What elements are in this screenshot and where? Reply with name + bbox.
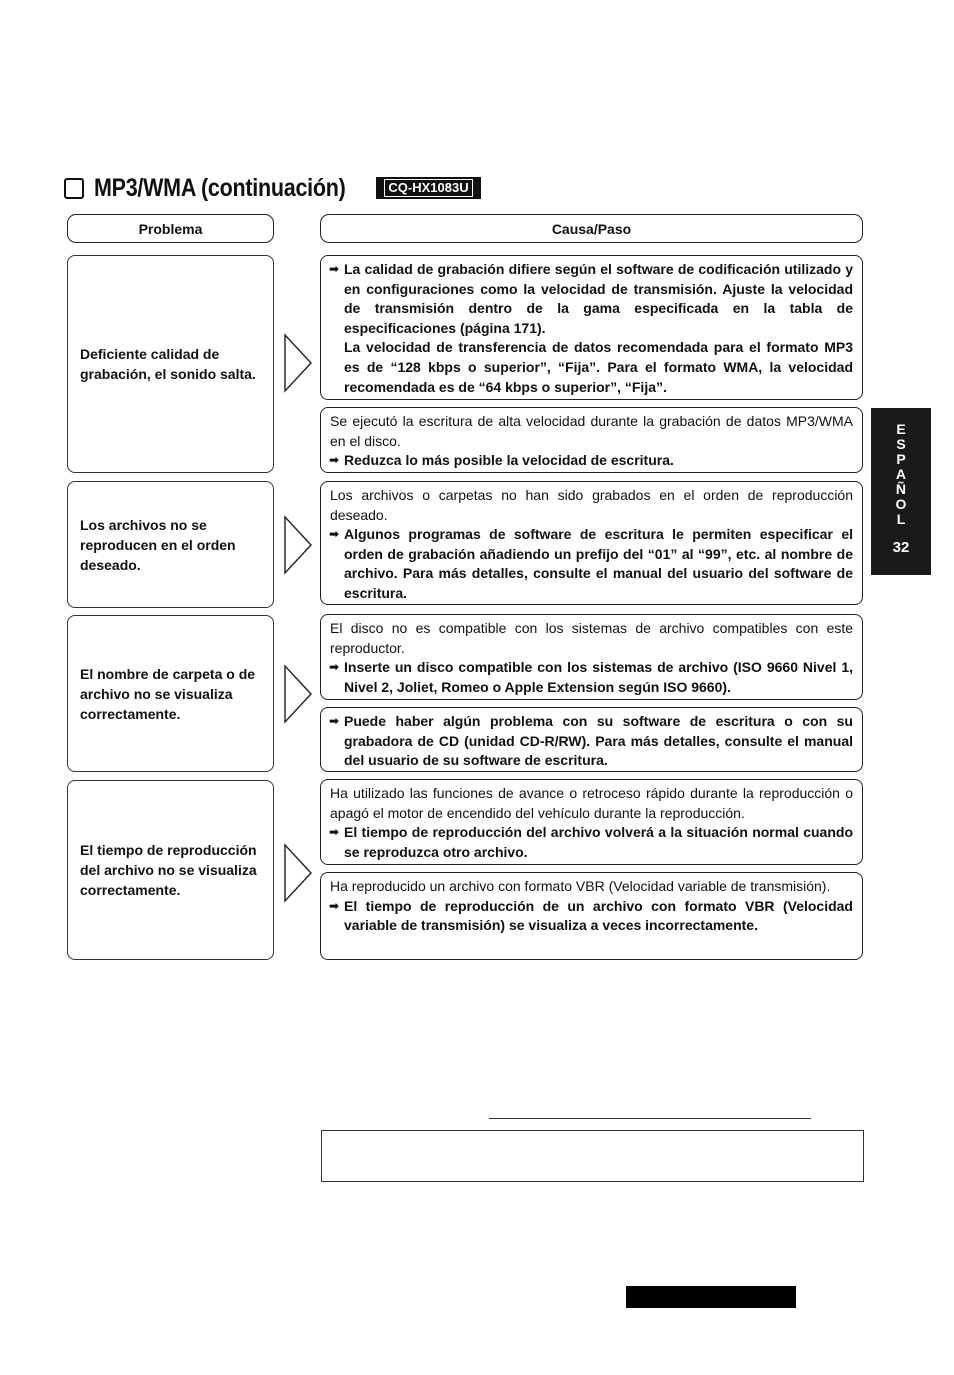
language-letter: S <box>896 436 906 452</box>
cause-cell-1 <box>320 255 863 400</box>
language-letter: Ñ <box>895 481 907 497</box>
problem-column-header <box>67 214 274 243</box>
checkbox-square-icon <box>64 178 84 199</box>
cause-column-header <box>320 214 863 243</box>
language-letters <box>896 422 907 527</box>
language-letter: O <box>895 496 907 512</box>
problem-cell-4 <box>67 780 274 960</box>
cause-header-label: Causa/Paso <box>551 220 632 237</box>
cause-5-step: ➡ Puede haber algún problema con su software de escritura o con su grabadora de CD (unidad CD-R/RW). Para más detalles, consulte el manual del usuario de su software de escritura. <box>330 712 853 771</box>
model-badge-label: CQ-HX1083U <box>384 179 472 197</box>
problem-cell-3 <box>67 615 274 772</box>
cause-cell-6 <box>320 779 863 865</box>
cause-2-step: ➡ Reduzca lo más posible la velocidad de escritura. <box>330 451 853 471</box>
cause-1-step-b: La velocidad de transferencia de datos recomendada para el formato MP3 es de “128 kbps o superior”, “Fija”. Para el formato WMA, la velocidad recomendada es de “64 kbps o superior”, “Fija”. <box>344 339 853 395</box>
cause-cell-5 <box>320 707 863 772</box>
problem-text-1: Deficiente calidad de grabación, el sonido salta. <box>80 346 256 382</box>
problem-cell-1 <box>67 255 274 473</box>
arrow-right-icon <box>283 664 313 724</box>
arrow-right-icon <box>283 333 313 393</box>
language-letter: P <box>896 451 906 467</box>
language-letter: A <box>895 466 907 482</box>
title-text: MP3/WMA (continuación) <box>94 173 346 202</box>
cause-cell-4 <box>320 614 863 700</box>
cause-7-text: Ha reproducido un archivo con formato VBR (Velocidad variable de transmisión). <box>330 878 831 894</box>
problem-text-2: Los archivos no se reproducen en el orden deseado. <box>80 516 236 573</box>
cause-3-step: ➡ Algunos programas de software de escritura le permiten especificar el orden de grabación añadiendo un prefijo del “01” al “99”, etc. al nombre de archivo. Para más detalles, consulte el manual del usuario del software de escritura. <box>330 525 853 603</box>
divider-line <box>489 1118 811 1119</box>
cause-4-text: El disco no es compatible con los sistemas de archivo compatibles con este reproductor. <box>330 620 853 656</box>
model-badge <box>376 177 481 199</box>
language-letter: E <box>896 421 906 437</box>
problem-cell-2 <box>67 481 274 608</box>
cause-cell-3 <box>320 481 863 605</box>
arrow-right-icon <box>283 515 313 575</box>
black-bar <box>626 1286 796 1308</box>
cause-cell-7 <box>320 872 863 960</box>
cause-2-text: Se ejecutó la escritura de alta velocidad durante la grabación de datos MP3/WMA en el disco. <box>330 413 853 449</box>
cause-6-text: Ha utilizado las funciones de avance o retroceso rápido durante la reproducción o apagó el motor de encendido del vehículo durante la reproducción. <box>330 785 853 821</box>
cause-6-step: ➡ El tiempo de reproducción del archivo volverá a la situación normal cuando se reproduzca otro archivo. <box>330 823 853 862</box>
cause-4-step: ➡ Inserte un disco compatible con los sistemas de archivo (ISO 9660 Nivel 1, Nivel 2, Joliet, Romeo o Apple Extension según ISO 9660). <box>330 658 853 697</box>
cause-7-step: ➡ El tiempo de reproducción de un archivo con formato VBR (Velocidad variable de transmisión) se visualiza a veces incorrectamente. <box>330 897 853 936</box>
empty-frame <box>321 1130 864 1182</box>
language-side-tab <box>871 408 931 575</box>
cause-cell-2 <box>320 407 863 473</box>
page-number: 32 <box>892 539 910 556</box>
cause-1-step-a: ➡ La calidad de grabación difiere según el software de codificación utilizado y en configuraciones como la velocidad de transmisión. Ajuste la velocidad de transmisión dentro de la gama especificada en la tabla de especificaciones (página 171). <box>330 260 853 338</box>
problem-text-4: El tiempo de reproducción del archivo no se visualiza correctamente. <box>80 842 257 898</box>
problem-header-label: Problema <box>138 220 203 237</box>
cause-3-text: Los archivos o carpetas no han sido grabados en el orden de reproducción deseado. <box>330 487 853 523</box>
language-letter: L <box>896 511 906 527</box>
problem-text-3: El nombre de carpeta o de archivo no se visualiza correctamente. <box>80 665 256 722</box>
arrow-right-icon <box>283 843 313 903</box>
page-title <box>64 170 386 206</box>
